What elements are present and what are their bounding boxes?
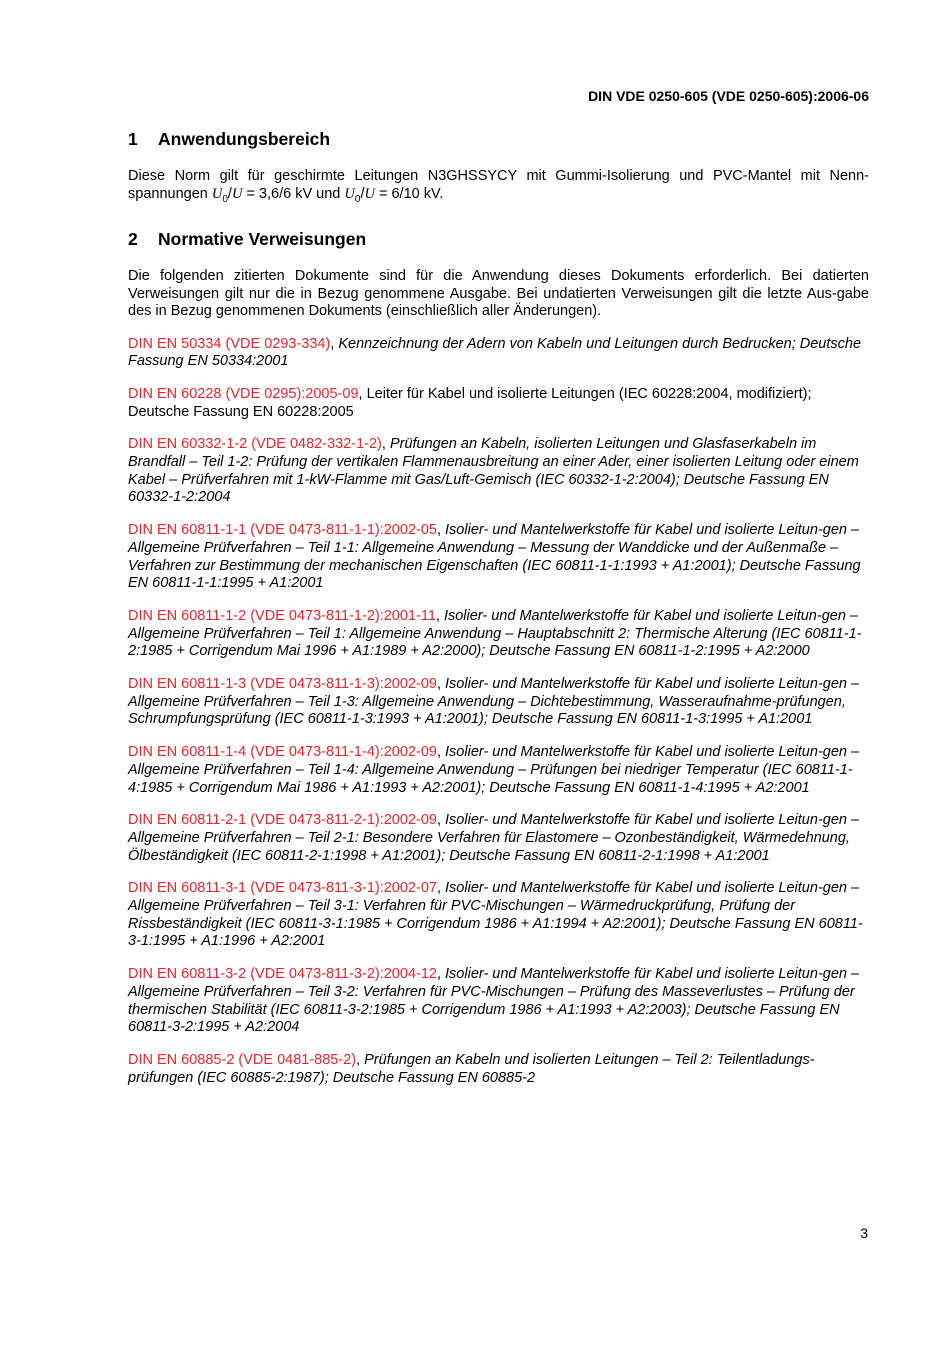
reference-entry: DIN EN 60811-1-1 (VDE 0473-811-1-1):2002-05, Isolier- und Mantelwerkstoffe für Kabel und isolierte Leitun-gen – Allgemeine Prüfverfahren – Teil 1-1: Allgemeine Anwendung – Messung der Wanddicke und der Außenmaße – Verfahren zur Bestimmung der mechanischen Eigenschaften (IEC 60811-1-1:1993 + A1:2001); Deutsche Fassung EN 60811-1-1:1995 + A1:2001 — [128, 522, 861, 592]
reference-code-link[interactable]: DIN EN 60811-2-1 (VDE 0473-811-2-1):2002-09 — [128, 812, 437, 829]
reference-title: Isolier- und Mantelwerkstoffe für Kabel und isolierte Leitun-gen – Allgemeine Prüfverfahren – Teil 3-1: Verfahren für PVC-Mischungen – Wärmedruckprüfung, Prüfung der Rissbeständigkeit (IEC 60811-3-1:1985 + Corrigendum 1986 + A1:1994 + A2:2001); Deutsche Fassung EN 60811-3-1:1995 + A1:1996 + A2:2001 — [128, 880, 863, 950]
reference-entry: DIN EN 60811-3-1 (VDE 0473-811-3-1):2002-07, Isolier- und Mantelwerkstoffe für Kabel und isolierte Leitun-gen – Allgemeine Prüfverfahren – Teil 3-1: Verfahren für PVC-Mischungen – Wärmedruckprüfung, Prüfung der Rissbeständigkeit (IEC 60811-3-1:1985 + Corrigendum 1986 + A1:1994 + A2:2001); Deutsche Fassung EN 60811-3-1:1995 + A1:1996 + A2:2001 — [128, 880, 863, 950]
page-number: 3 — [860, 1225, 868, 1241]
references-intro-paragraph: Die folgenden zitierten Dokumente sind für die Anwendung dieses Dokuments erforderlich. Bei datierten Verweisungen gilt nur die in Bezug genommene Ausgabe. Bei undatierten Verweisungen gilt die letzte Aus-gabe des in Bezug genommenen Dokuments (einschließlich aller Änderungen). — [128, 268, 869, 319]
reference-title: Isolier- und Mantelwerkstoffe für Kabel und isolierte Leitun-gen – Allgemeine Prüfverfahren – Teil 3-2: Verfahren für PVC-Mischungen – Prüfung des Masseverlustes – Prüfung der thermischen Stabilität (IEC 60811-3-2:1985 + Corrigendum 1986 + A1:1993 + A2:2003); Deutsche Fassung EN 60811-3-2:1995 + A2:2004 — [128, 966, 860, 1036]
reference-title: Isolier- und Mantelwerkstoffe für Kabel und isolierte Leitun-gen – Allgemeine Prüfverfahren – Teil 2-1: Besondere Verfahren für Elastomere – Ozonbeständigkeit, Wärmedehnung, Ölbeständigkeit (IEC 60811-2-1:1998 + A1:2001); Deutsche Fassung EN 60811-2-1:1998 + A1:2001 — [128, 812, 860, 864]
reference-title: Kennzeichnung der Adern von Kabeln und Leitungen durch Bedrucken; Deutsche Fassung EN 50334:2001 — [128, 335, 862, 370]
section-title: Anwendungsbereich — [158, 129, 331, 149]
reference-code-link[interactable]: DIN EN 60885-2 (VDE 0481-885-2) — [128, 1052, 357, 1068]
reference-code-link[interactable]: DIN EN 60811-3-2 (VDE 0473-811-3-2):2004-12 — [128, 966, 437, 983]
reference-title: Leiter für Kabel und isolierte Leitungen (IEC 60228:2004, modifiziert); Deutsche Fassung EN 60228:2005 — [128, 385, 812, 420]
reference-entry: DIN EN 60332-1-2 (VDE 0482-332-1-2), Prüfungen an Kabeln, isolierten Leitungen und Glasfaserkabeln im Brandfall – Teil 1-2: Prüfung der vertikalen Flammenausbreitung an einer Ader, einer isolierten Leitung oder einem Kabel – Prüfverfahren mit 1-kW-Flamme mit Gas/Luft-Gemisch (IEC 60332-1-2:2004); Deutsche Fassung EN 60332-1-2:2004 — [128, 436, 859, 506]
section-number: 2 — [128, 229, 138, 249]
reference-entry: DIN EN 50334 (VDE 0293-334), Kennzeichnung der Adern von Kabeln und Leitungen durch Bedrucken; Deutsche Fassung EN 50334:2001 — [128, 335, 862, 370]
section-scope — [128, 129, 869, 208]
reference-code-link[interactable]: DIN EN 60811-1-4 (VDE 0473-811-1-4):2002-09 — [128, 744, 437, 761]
section-number: 1 — [128, 129, 138, 149]
reference-entry: DIN EN 60811-1-2 (VDE 0473-811-1-2):2001-11, Isolier- und Mantelwerkstoffe für Kabel und isolierte Leitun-gen – Allgemeine Prüfverfahren – Teil 1: Allgemeine Anwendung – Hauptabschnitt 2: Thermische Alterung (IEC 60811-1-2:1985 + Corrigendum Mai 1996 + A1:1989 + A2:2000); Deutsche Fassung EN 60811-1-2:1995 + A2:2000 — [128, 607, 862, 660]
section-heading — [128, 229, 869, 250]
section-heading — [128, 129, 869, 150]
reference-code-link[interactable]: DIN EN 50334 (VDE 0293-334) — [128, 335, 331, 352]
document-id-header: DIN VDE 0250-605 (VDE 0250-605):2006-06 — [588, 88, 869, 104]
reference-title: Isolier- und Mantelwerkstoffe für Kabel und isolierte Leitun-gen – Allgemeine Prüfverfahren – Teil 1-3: Allgemeine Anwendung – Dichtebestimmung, Wasseraufnahme-prüfungen, Schrumpfungsprüfung (IEC 60811-1-3:1993 + A1:2001); Deutsche Fassung EN 60811-1-3:1995 + A1:2001 — [128, 676, 860, 728]
reference-code-link[interactable]: DIN EN 60332-1-2 (VDE 0482-332-1-2) — [128, 436, 382, 453]
reference-title: Isolier- und Mantelwerkstoffe für Kabel und isolierte Leitun-gen – Allgemeine Prüfverfahren – Teil 1: Allgemeine Anwendung – Hauptabschnitt 2: Thermische Alterung (IEC 60811-1-2:1985 + Corrigendum Mai 1996 + A1:1989 + A2:2000); Deutsche Fassung EN 60811-1-2:1995 + A2:2000 — [128, 607, 862, 660]
reference-entry: DIN EN 60811-3-2 (VDE 0473-811-3-2):2004-12, Isolier- und Mantelwerkstoffe für Kabel und isolierte Leitun-gen – Allgemeine Prüfverfahren – Teil 3-2: Verfahren für PVC-Mischungen – Prüfung des Masseverlustes – Prüfung der thermischen Stabilität (IEC 60811-3-2:1985 + Corrigendum 1986 + A1:1993 + A2:2003); Deutsche Fassung EN 60811-3-2:1995 + A2:2004 — [128, 966, 860, 1036]
reference-title: Isolier- und Mantelwerkstoffe für Kabel und isolierte Leitun-gen – Allgemeine Prüfverfahren – Teil 1-4: Allgemeine Anwendung – Prüfungen bei niedriger Temperatur (IEC 60811-1-4:1985 + Corrigendum Mai 1986 + A1:1993 + A2:2001); Deutsche Fassung EN 60811-1-4:1995 + A2:2001 — [128, 744, 860, 796]
reference-entry: DIN EN 60885-2 (VDE 0481-885-2), Prüfungen an Kabeln und isolierten Leitungen – Teil 2: Teilentladungs-prüfungen (IEC 60885-2:1987); Deutsche Fassung EN 60885-2 — [128, 1052, 815, 1086]
reference-entry: DIN EN 60228 (VDE 0295):2005-09, Leiter für Kabel und isolierte Leitungen (IEC 60228:2004, modifiziert); Deutsche Fassung EN 60228:2005 — [128, 385, 812, 420]
section-title: Normative Verweisungen — [158, 229, 367, 249]
reference-title: Prüfungen an Kabeln und isolierten Leitungen – Teil 2: Teilentladungs-prüfungen (IEC 60885-2:1987); Deutsche Fassung EN 60885-2 — [128, 1052, 815, 1086]
reference-code-link[interactable]: DIN EN 60811-3-1 (VDE 0473-811-3-1):2002-07 — [128, 880, 437, 897]
reference-entry: DIN EN 60811-2-1 (VDE 0473-811-2-1):2002-09, Isolier- und Mantelwerkstoffe für Kabel und isolierte Leitun-gen – Allgemeine Prüfverfahren – Teil 2-1: Besondere Verfahren für Elastomere – Ozonbeständigkeit, Wärmedehnung, Ölbeständigkeit (IEC 60811-2-1:1998 + A1:2001); Deutsche Fassung EN 60811-2-1:1998 + A1:2001 — [128, 812, 860, 864]
reference-entry: DIN EN 60811-1-4 (VDE 0473-811-1-4):2002-09, Isolier- und Mantelwerkstoffe für Kabel und isolierte Leitun-gen – Allgemeine Prüfverfahren – Teil 1-4: Allgemeine Anwendung – Prüfungen bei niedriger Temperatur (IEC 60811-1-4:1985 + Corrigendum Mai 1986 + A1:1993 + A2:2001); Deutsche Fassung EN 60811-1-4:1995 + A2:2001 — [128, 744, 860, 796]
reference-code-link[interactable]: DIN EN 60811-1-1 (VDE 0473-811-1-1):2002-05 — [128, 522, 437, 539]
reference-code-link[interactable]: DIN EN 60228 (VDE 0295):2005-09 — [128, 385, 359, 402]
reference-title: Prüfungen an Kabeln, isolierten Leitungen und Glasfaserkabeln im Brandfall – Teil 1-2: Prüfung der vertikalen Flammenausbreitung an einer Ader, einer isolierten Leitung oder einem Kabel – Prüfverfahren mit 1-kW-Flamme mit Gas/Luft-Gemisch (IEC 60332-1-2:2004); Deutsche Fassung EN 60332-1-2:2004 — [128, 436, 859, 506]
reference-list — [128, 336, 869, 1088]
reference-code-link[interactable]: DIN EN 60811-1-2 (VDE 0473-811-1-2):2001-11 — [128, 607, 436, 624]
scope-paragraph: Diese Norm gilt für geschirmte Leitungen N3GHSSYCY mit Gummi-Isolierung und PVC-Mantel mit Nenn-spannungen $U_0/U = 3,6/6$ kV und $U_0/U = 6/10$ kV. — [128, 168, 869, 205]
reference-title: Isolier- und Mantelwerkstoffe für Kabel und isolierte Leitun-gen – Allgemeine Prüfverfahren – Teil 1-1: Allgemeine Anwendung – Messung der Wanddicke und der Außenmaße – Verfahren zur Bestimmung der mechanischen Eigenschaften (IEC 60811-1-1:1993 + A1:2001); Deutsche Fassung EN 60811-1-1:1995 + A1:2001 — [128, 522, 861, 592]
section-normative-references — [128, 229, 869, 1102]
reference-code-link[interactable]: DIN EN 60811-1-3 (VDE 0473-811-1-3):2002-09 — [128, 676, 437, 693]
reference-entry: DIN EN 60811-1-3 (VDE 0473-811-1-3):2002-09, Isolier- und Mantelwerkstoffe für Kabel und isolierte Leitun-gen – Allgemeine Prüfverfahren – Teil 1-3: Allgemeine Anwendung – Dichtebestimmung, Wasseraufnahme-prüfungen, Schrumpfungsprüfung (IEC 60811-1-3:1993 + A1:2001); Deutsche Fassung EN 60811-1-3:1995 + A1:2001 — [128, 676, 860, 728]
